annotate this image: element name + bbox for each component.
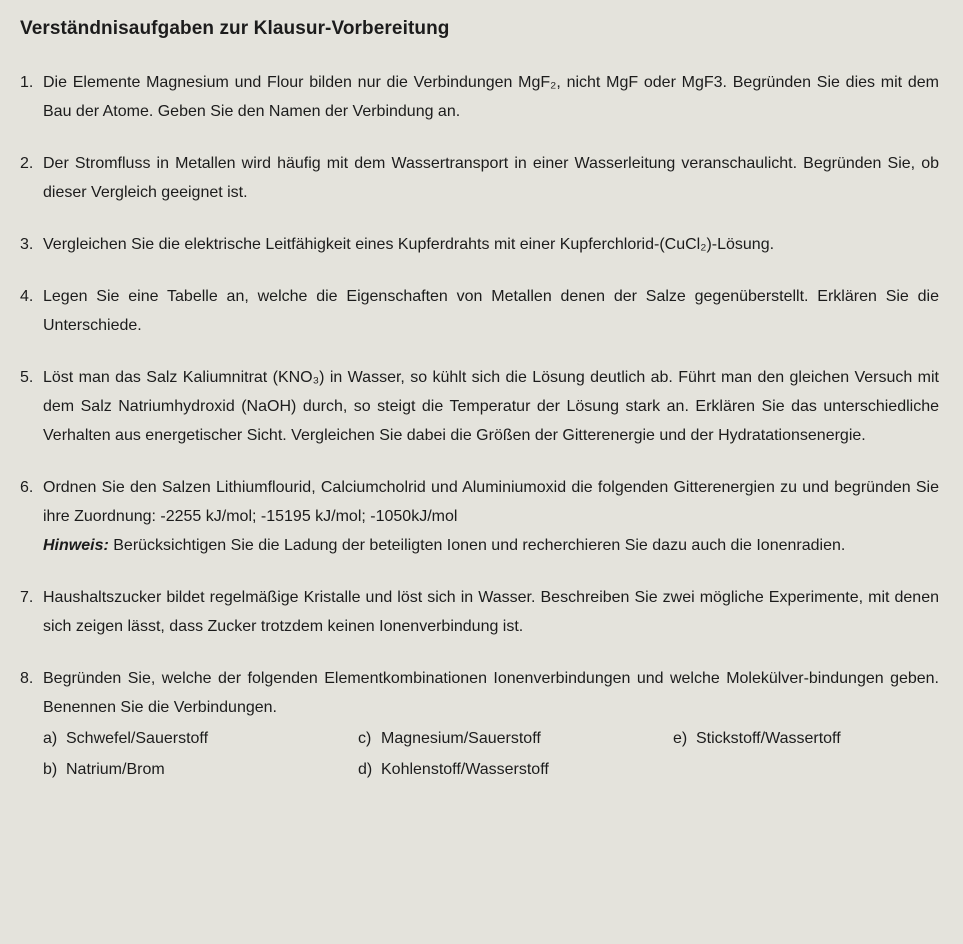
- task-text: Der Stromfluss in Metallen wird häufig mit dem Wassertransport in einer Wasserleitung veranschaulicht. Begründen Sie, ob dieser Vergleich geeignet ist.: [43, 155, 939, 201]
- task-text: Begründen Sie, welche der folgenden Elementkombinationen Ionenverbindungen und welche Molekülver-bindungen geben. Benennen Sie die Verbindungen.: [43, 670, 939, 716]
- option-letter: c): [358, 730, 372, 747]
- task-number: 5.: [20, 369, 34, 386]
- task-number: 7.: [20, 589, 34, 606]
- option-a: [43, 724, 358, 753]
- option-letter: d): [358, 761, 373, 778]
- option-text: Magnesium/Sauerstoff: [381, 730, 541, 747]
- option-letter: e): [673, 730, 688, 747]
- task-hint: [43, 531, 939, 560]
- task-number: 6.: [20, 479, 34, 496]
- task-text: Legen Sie eine Tabelle an, welche die Eigenschaften von Metallen denen der Salze gegenüberstellt. Erklären Sie die Unterschiede.: [43, 288, 939, 334]
- task-text: Die Elemente Magnesium und Flour bilden nur die Verbindungen MgF₂, nicht MgF oder MgF3. Begründen Sie dies mit dem Bau der Atome. Geben Sie den Namen der Verbindung an.: [43, 74, 939, 120]
- task-body: [43, 664, 939, 784]
- task-number: 1.: [20, 74, 34, 91]
- task-8: [20, 664, 939, 784]
- task-text: Vergleichen Sie die elektrische Leitfähigkeit eines Kupferdrahts mit einer Kupferchlorid-(CuCl₂)-Lösung.: [43, 236, 775, 253]
- task-6: [20, 473, 939, 560]
- option-letter: a): [43, 730, 58, 747]
- option-b: [43, 755, 358, 784]
- page-title: Verständnisaufgaben zur Klausur-Vorbereitung: [20, 18, 450, 39]
- option-c: [358, 724, 673, 753]
- task-number: 2.: [20, 155, 34, 172]
- option-text: Schwefel/Sauerstoff: [66, 730, 209, 747]
- task-body: [43, 473, 939, 560]
- hint-label: Hinweis:: [43, 537, 109, 554]
- task-4: [20, 282, 939, 340]
- task-1: [20, 68, 939, 126]
- option-text: Kohlenstoff/Wasserstoff: [381, 761, 549, 778]
- task-7: [20, 583, 939, 641]
- option-e: [673, 724, 939, 753]
- option-d: [358, 755, 673, 784]
- option-text: Natrium/Brom: [66, 761, 165, 778]
- task-text: Löst man das Salz Kaliumnitrat (KNO₃) in Wasser, so kühlt sich die Lösung deutlich ab. Führt man den gleichen Versuch mit dem Salz Natriumhydroxid (NaOH) durch, so steigt die Temperatur der Lösung stark an. Erklären Sie das unterschiedliche Verhalten aus energetischer Sicht. Vergleichen Sie dabei die Größen der Gitterenergie und der Hydratationsenergie.: [43, 369, 939, 444]
- option-letter: b): [43, 761, 58, 778]
- task-text: Ordnen Sie den Salzen Lithiumflourid, Calciumcholrid und Aluminiumoxid die folgenden Gitterenergien zu und begründen Sie ihre Zuordnung: -2255 kJ/mol; -15195 kJ/mol; -1050kJ/mol: [43, 479, 939, 525]
- task-number: 4.: [20, 288, 34, 305]
- task-number: 3.: [20, 236, 34, 253]
- hint-text: Berücksichtigen Sie die Ladung der beteiligten Ionen und recherchieren Sie dazu auch die Ionenradien.: [113, 537, 846, 554]
- task-text: Haushaltszucker bildet regelmäßige Kristalle und löst sich in Wasser. Beschreiben Sie zwei mögliche Experimente, mit denen sich zeigen lässt, dass Zucker trotzdem keinen Ionenverbindung ist.: [43, 589, 939, 635]
- task-number: 8.: [20, 670, 34, 687]
- task-5: [20, 363, 939, 450]
- option-text: Stickstoff/Wassertoff: [696, 730, 841, 747]
- task-3: [20, 230, 939, 259]
- task-2: [20, 149, 939, 207]
- option-list: [43, 724, 939, 784]
